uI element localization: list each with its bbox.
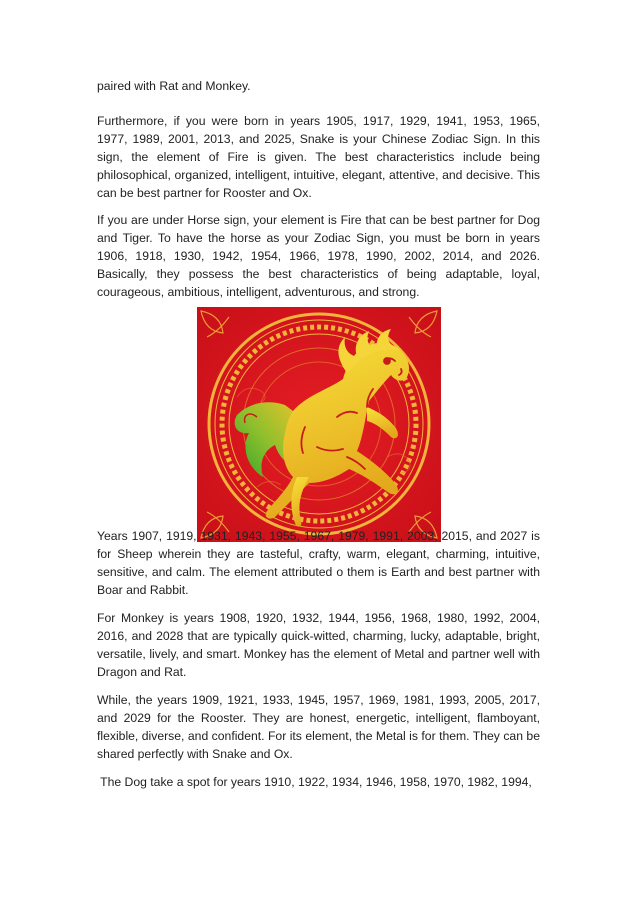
paragraph-rat-monkey-ending: paired with Rat and Monkey.	[97, 79, 251, 93]
paragraph-rooster: While, the years 1909, 1921, 1933, 1945, 1957, 1969, 1981, 1993, 2005, 2017, and 2029 for the Rooster. They are honest, energetic, intelligent, flamboyant, flexible, diverse, and confident. For its element, the Metal is for them. They can be shared perfectly with Snake and Ox.	[97, 693, 540, 761]
paragraph-snake: Furthermore, if you were born in years 1905, 1917, 1929, 1941, 1953, 1965, 1977, 1989, 2001, 2013, and 2025, Snake is your Chinese Zodiac Sign. In this sign, the element of Fire is given. The best characteristics include being philosophical, organized, intelligent, intuitive, elegant, attentive, and decisive. This can be best partner for Rooster and Ox.	[97, 114, 540, 200]
horse-zodiac-illustration	[197, 307, 441, 542]
paragraph-sheep: Years 1907, 1919, 1931, 1943, 1955, 1967, 1979, 1991, 2003, 2015, and 2027 is for Sheep wherein they are tasteful, crafty, warm, elegant, charming, intuitive, sensitive, and calm. The element attributed o them is Earth and best partner with Boar and Rabbit.	[97, 529, 540, 597]
paragraph-dog: The Dog take a spot for years 1910, 1922, 1934, 1946, 1958, 1970, 1982, 1994,	[97, 775, 532, 789]
paragraph-monkey: For Monkey is years 1908, 1920, 1932, 1944, 1956, 1968, 1980, 1992, 2004, 2016, and 2028 that are typically quick-witted, charming, lucky, adaptable, bright, versatile, lively, and smart. Monkey has the element of Metal and partner well with Dragon and Rat.	[97, 611, 540, 679]
paragraph-horse: If you are under Horse sign, your element is Fire that can be best partner for Dog and Tiger. To have the horse as your Zodiac Sign, you must be born in years 1906, 1918, 1930, 1942, 1954, 1966, 1978, 1990, 2002, 2014, and 2026. Basically, they possess the best characteristics of being adaptable, loyal, courageous, ambitious, intelligent, adventurous, and strong.	[97, 213, 540, 299]
